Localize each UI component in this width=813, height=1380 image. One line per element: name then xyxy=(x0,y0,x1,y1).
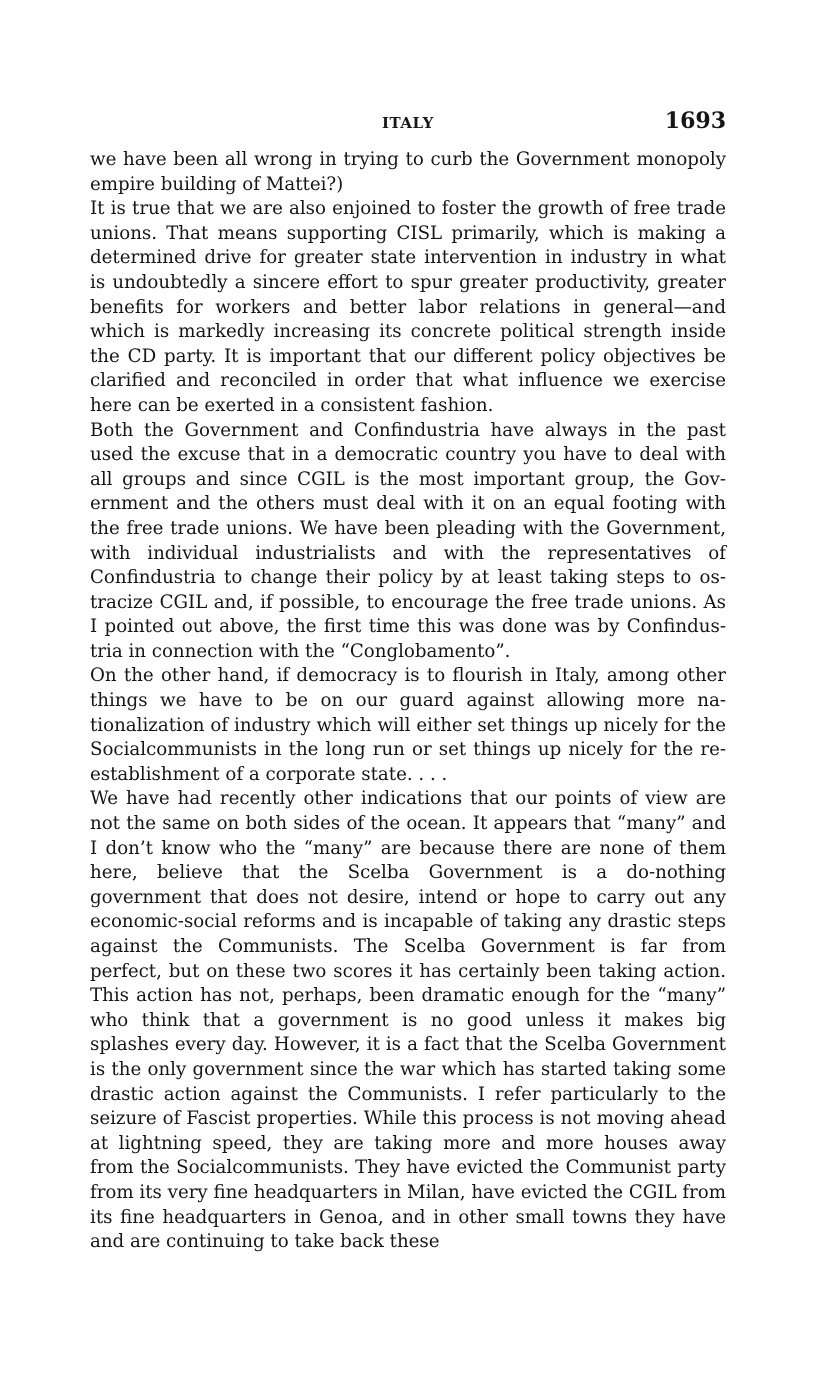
paragraph-3: Both the Government and Confindustria have always in the past used the excuse that in a democratic country you have to deal with all groups and since CGIL is the most important group, the Government and the others must deal with it on an equal footing with the free trade unions. We have been pleading with the Government, with individual industrialists and with the representatives of Confindustria to change their policy by at least taking steps to ostracize CGIL and, if possible, to encourage the free trade unions. As I pointed out above, the first time this was done was by Confindustria in connection with the “Conglobamento”. xyxy=(90,419,726,662)
paragraph-5: We have had recently other indications that our points of view are not the same on both sides of the ocean. It appears that “many” and I don’t know who the “many” are because there are none of them here, believe that the Scelba Government is a do-nothing government that does not desire, intend or hope to carry out any economic-social reforms and is incapable of taking any drastic steps against the Communists. The Scelba Government is far from perfect, but on these two scores it has certainly been taking action. This action has not, perhaps, been dramatic enough for the “many” who think that a government is no good unless it makes big splashes every day. However, it is a fact that the Scelba Government is the only government since the war which has started taking some drastic action against the Communists. I refer particularly to the seizure of Fascist properties. While this process is not moving ahead at lightning speed, they are taking more and more houses away from the Socialcommunists. They have evicted the Communist party from its very fine headquarters in Milan, have evicted the CGIL from its fine headquarters in Genoa, and in other small towns they have and are continuing to take back these xyxy=(90,788,726,1253)
running-head xyxy=(90,108,726,138)
page-number: 1693 xyxy=(664,108,726,134)
body-text xyxy=(90,148,726,1255)
paragraph-2: It is true that we are also enjoined to foster the growth of free trade unions. That means supporting CISL primarily, which is making a determined drive for greater state intervention in industry in what is undoubtedly a sincere effort to spur greater productivity, greater benefits for workers and better labor relations in general—and which is markedly increasing its concrete political strength inside the CD party. It is important that our different policy objectives be clarified and reconciled in order that what influence we exercise here can be exerted in a consistent fashion. xyxy=(90,198,726,416)
header-title: ITALY xyxy=(382,114,434,132)
paragraph-1: we have been all wrong in trying to curb the Government monopoly empire building of Mattei?) xyxy=(90,149,726,195)
paragraph-4: On the other hand, if democracy is to flourish in Italy, among other things we have to be on our guard against allowing more nationalization of industry which will either set things up nicely for the Socialcommunists in the long run or set things up nicely for the re-establishment of a corporate state. . . . xyxy=(90,665,726,785)
